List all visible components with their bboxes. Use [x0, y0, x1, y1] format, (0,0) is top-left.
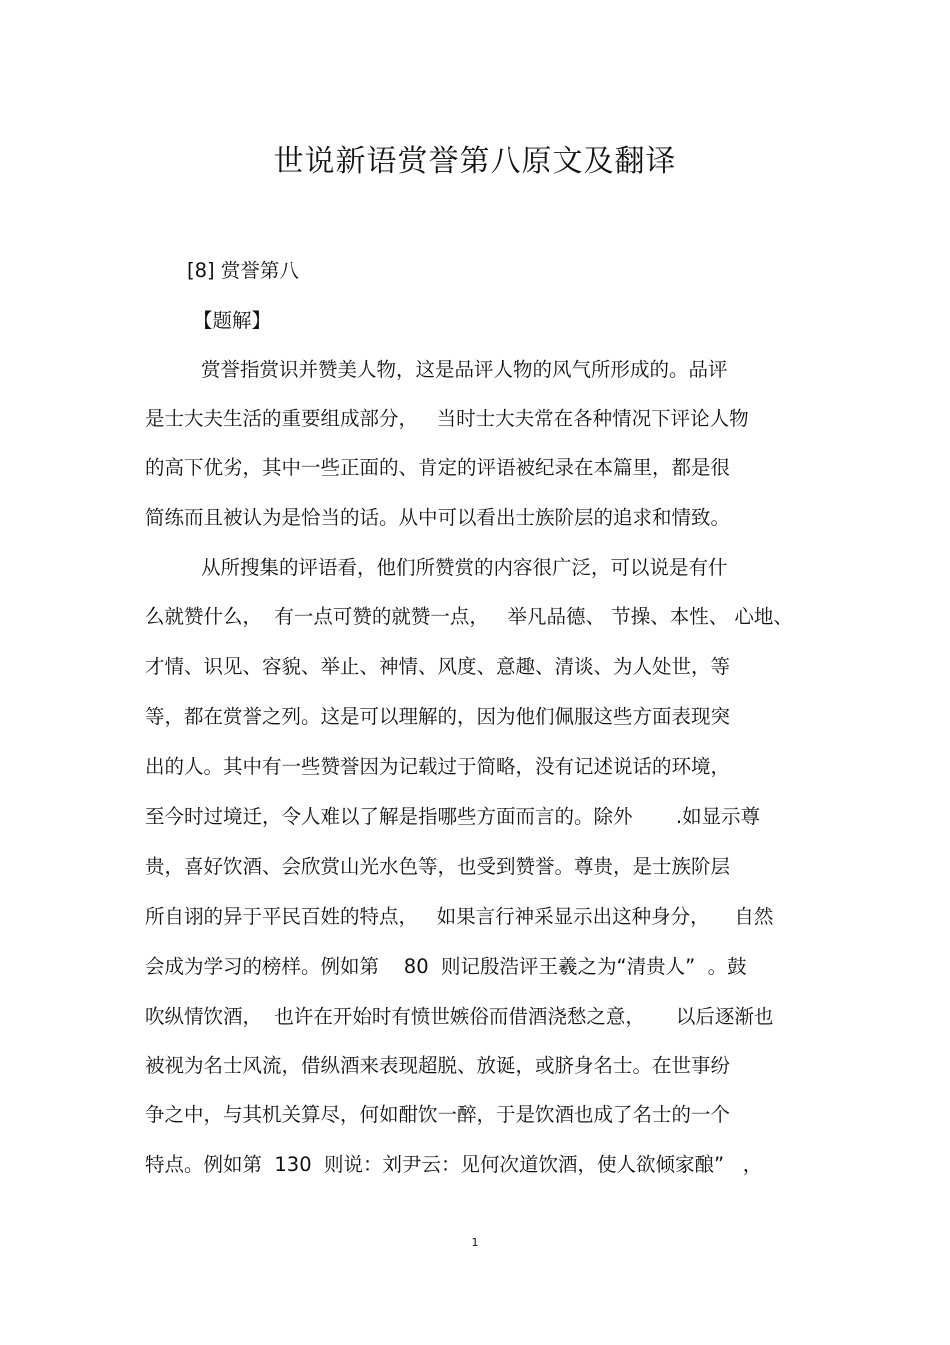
paragraph-line: 至今时过境迁，令人难以了解是指哪些方面而言的。除外 .如显示尊: [145, 805, 761, 828]
subheading: 【题解】: [193, 309, 272, 332]
paragraph-line: 所自诩的异于平民百姓的特点， 如果言行神采显示出这种身分， 自然: [145, 905, 774, 928]
page-number: 1: [471, 1236, 479, 1249]
paragraph-line: 会成为学习的榜样。例如第 80 则记殷浩评王羲之为“清贵人” 。鼓: [145, 955, 747, 978]
paragraph-line: 出的人。其中有一些赞誉因为记载过于简略，没有记述说话的环境，: [145, 755, 731, 778]
paragraph-line: 特点。例如第 130 则说：刘尹云：见何次道饮酒，使人欲倾家酿” ，: [145, 1153, 763, 1176]
paragraph-line: 贵，喜好饮酒、会欣赏山光水色等，也受到赞誉。尊贵，是士族阶层: [145, 855, 731, 878]
paragraph-line: 从所搜集的评语看，他们所赞赏的内容很广泛，可以说是有什: [201, 556, 728, 579]
paragraph-line: 么就赞什么， 有一点可赞的就赞一点， 举凡品德、 节操、本性、 心地、: [145, 605, 793, 628]
page-title: 世说新语赏誉第八原文及翻译: [273, 144, 677, 179]
paragraph-line: 才情、识见、容貌、举止、神情、风度、意趣、清谈、为人处世，等: [145, 655, 731, 678]
paragraph-line: 等，都在赏誉之列。这是可以理解的，因为他们佩服这些方面表现突: [145, 705, 731, 728]
paragraph-line: 是士大夫生活的重要组成部分， 当时士大夫常在各种情况下评论人物: [145, 407, 749, 430]
paragraph-line: 被视为名士风流，借纵酒来表现超脱、放诞，或脐身名士。在世事纷: [145, 1054, 731, 1077]
paragraph-line: 争之中，与其机关算尽，何如酣饮一醉，于是饮酒也成了名士的一个: [145, 1103, 731, 1126]
section-heading: [8] 赏誉第八: [187, 259, 299, 282]
paragraph-line: 的高下优劣，其中一些正面的、肯定的评语被纪录在本篇里，都是很: [145, 456, 731, 479]
paragraph-line: 吹纵情饮酒， 也许在开始时有愤世嫉俗而借酒浇愁之意， 以后逐渐也: [145, 1005, 774, 1028]
paragraph-line: 赏誉指赏识并赞美人物，这是品评人物的风气所形成的。品评: [201, 358, 728, 381]
paragraph-line: 简练而且被认为是恰当的话。从中可以看出士族阶层的追求和情致。: [145, 506, 731, 529]
